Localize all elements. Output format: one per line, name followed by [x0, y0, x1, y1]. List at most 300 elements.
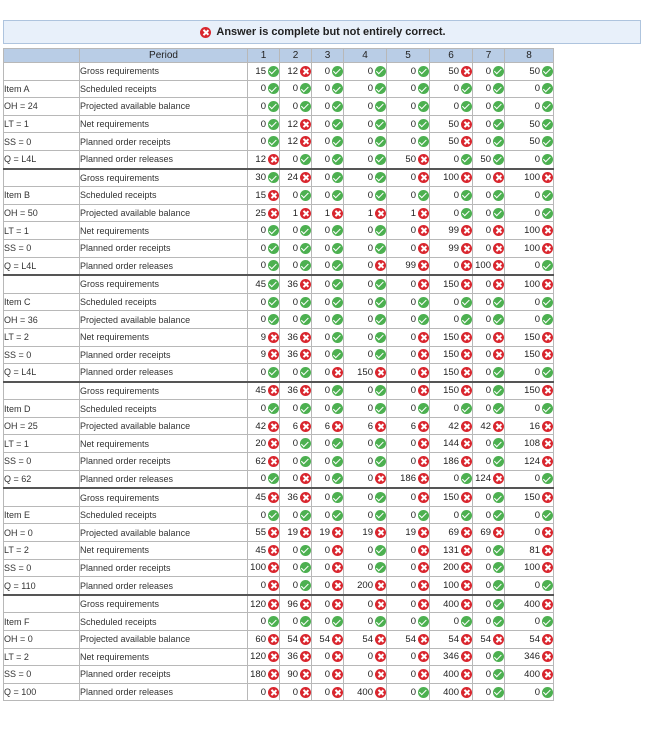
answer-value: 50	[448, 136, 459, 148]
answer-value: 0	[485, 668, 491, 680]
answer-cell	[505, 346, 554, 364]
answer-cell	[312, 400, 344, 418]
answer-cell	[387, 204, 430, 222]
answer-cell	[473, 63, 505, 81]
answer-value: 0	[453, 189, 459, 201]
answer-value: 100	[475, 260, 491, 272]
answer-value: 0	[324, 278, 330, 290]
x-circle-icon	[375, 580, 386, 591]
answer-value: 0	[324, 438, 330, 450]
x-circle-icon	[268, 208, 279, 219]
x-circle-icon	[300, 208, 311, 219]
answer-value: 54	[319, 633, 330, 645]
answer-cell	[387, 648, 430, 666]
answer-value: 120	[250, 598, 266, 610]
item-parameter: SS = 0	[4, 453, 80, 471]
answer-cell	[344, 80, 387, 98]
answer-cell	[505, 328, 554, 346]
answer-value: 0	[324, 366, 330, 378]
answer-value: 0	[367, 651, 373, 663]
answer-value: 0	[367, 225, 373, 237]
answer-value: 186	[443, 455, 459, 467]
answer-cell	[387, 666, 430, 684]
x-circle-icon	[418, 332, 429, 343]
x-circle-icon	[418, 421, 429, 432]
answer-value: 0	[453, 296, 459, 308]
checkmark-icon	[461, 403, 472, 414]
checkmark-icon	[268, 83, 279, 94]
answer-value: 0	[367, 278, 373, 290]
answer-value: 0	[367, 83, 373, 95]
answer-cell	[387, 257, 430, 275]
answer-cell	[248, 80, 280, 98]
answer-value: 150	[443, 331, 459, 343]
item-info-blank	[4, 275, 80, 293]
answer-value: 0	[260, 260, 266, 272]
answer-cell	[280, 63, 312, 81]
period-8-header: 8	[505, 49, 554, 63]
answer-cell	[280, 98, 312, 116]
answer-cell	[248, 328, 280, 346]
answer-value: 0	[367, 153, 373, 165]
answer-cell	[473, 417, 505, 435]
answer-cell	[312, 63, 344, 81]
checkmark-icon	[300, 562, 311, 573]
table-row	[4, 80, 554, 98]
period-6-header: 6	[430, 49, 473, 63]
answer-cell	[473, 542, 505, 560]
answer-cell	[312, 648, 344, 666]
table-row	[4, 293, 554, 311]
item-parameter: SS = 0	[4, 346, 80, 364]
answer-cell	[473, 187, 505, 205]
checkmark-icon	[461, 297, 472, 308]
x-circle-icon	[300, 669, 311, 680]
answer-value: 36	[287, 331, 298, 343]
answer-cell	[280, 613, 312, 631]
answer-cell	[344, 470, 387, 488]
answer-cell	[280, 222, 312, 240]
checkmark-icon	[332, 456, 343, 467]
answer-cell	[248, 613, 280, 631]
row-label: Projected available balance	[80, 524, 248, 542]
answer-value: 0	[534, 403, 540, 415]
answer-cell	[473, 169, 505, 187]
answer-value: 0	[410, 403, 416, 415]
answer-cell	[387, 275, 430, 293]
answer-cell	[248, 683, 280, 701]
checkmark-icon	[268, 616, 279, 627]
checkmark-icon	[375, 456, 386, 467]
x-circle-icon	[542, 243, 553, 254]
table-row	[4, 506, 554, 524]
answer-value: 54	[405, 633, 416, 645]
row-label: Planned order releases	[80, 364, 248, 382]
answer-value: 0	[485, 598, 491, 610]
mrp-table-body	[4, 63, 554, 701]
table-row	[4, 257, 554, 275]
answer-value: 0	[453, 616, 459, 628]
answer-cell	[505, 275, 554, 293]
answer-cell	[387, 417, 430, 435]
answer-cell	[344, 169, 387, 187]
answer-cell	[430, 382, 473, 400]
answer-cell	[473, 683, 505, 701]
checkmark-icon	[375, 297, 386, 308]
answer-cell	[505, 98, 554, 116]
answer-value: 0	[324, 580, 330, 591]
answer-cell	[312, 150, 344, 168]
answer-cell	[387, 63, 430, 81]
checkmark-icon	[268, 225, 279, 236]
item-parameter: Item F	[4, 613, 80, 631]
answer-value: 0	[410, 296, 416, 308]
answer-value: 0	[367, 616, 373, 628]
x-circle-icon	[332, 599, 343, 610]
checkmark-icon	[332, 243, 343, 254]
answer-value: 0	[324, 260, 330, 272]
answer-value: 0	[485, 100, 491, 112]
answer-cell	[473, 80, 505, 98]
checkmark-icon	[375, 562, 386, 573]
answer-cell	[430, 328, 473, 346]
answer-cell	[505, 488, 554, 506]
x-circle-icon	[332, 651, 343, 662]
answer-value: 0	[324, 544, 330, 556]
answer-cell	[280, 666, 312, 684]
checkmark-icon	[493, 492, 504, 503]
answer-value: 0	[367, 544, 373, 556]
row-label: Planned order receipts	[80, 666, 248, 684]
answer-value: 20	[255, 438, 266, 450]
answer-value: 0	[534, 509, 540, 521]
answer-cell	[473, 453, 505, 471]
checkmark-icon	[542, 580, 553, 591]
x-circle-icon	[542, 225, 553, 236]
answer-cell	[280, 506, 312, 524]
answer-cell	[387, 400, 430, 418]
answer-value: 0	[485, 403, 491, 415]
checkmark-icon	[493, 562, 504, 573]
answer-value: 100	[524, 562, 540, 574]
answer-value: 150	[443, 366, 459, 378]
row-label: Scheduled receipts	[80, 613, 248, 631]
x-circle-icon	[332, 367, 343, 378]
answer-value: 50	[448, 65, 459, 77]
checkmark-icon	[268, 403, 279, 414]
answer-value: 0	[292, 189, 298, 201]
answer-cell	[473, 470, 505, 488]
answer-cell	[430, 506, 473, 524]
checkmark-icon	[375, 243, 386, 254]
checkmark-icon	[375, 332, 386, 343]
checkmark-icon	[375, 349, 386, 360]
row-label: Projected available balance	[80, 311, 248, 329]
answer-value: 54	[362, 633, 373, 645]
answer-value: 0	[324, 668, 330, 680]
answer-value: 0	[367, 403, 373, 415]
checkmark-icon	[300, 297, 311, 308]
row-label: Net requirements	[80, 648, 248, 666]
table-row	[4, 542, 554, 560]
checkmark-icon	[461, 208, 472, 219]
checkmark-icon	[332, 66, 343, 77]
table-row	[4, 311, 554, 329]
answer-cell	[280, 239, 312, 257]
answer-cell	[248, 417, 280, 435]
answer-cell	[344, 666, 387, 684]
answer-cell	[505, 524, 554, 542]
answer-value: 0	[453, 153, 459, 165]
checkmark-icon	[542, 66, 553, 77]
answer-cell	[430, 595, 473, 613]
x-circle-icon	[268, 687, 279, 698]
checkmark-icon	[375, 545, 386, 556]
answer-cell	[430, 222, 473, 240]
answer-value: 0	[410, 562, 416, 574]
x-circle-icon	[461, 687, 472, 698]
answer-value: 0	[324, 314, 330, 326]
row-label: Gross requirements	[80, 63, 248, 81]
checkmark-icon	[268, 473, 279, 484]
x-circle-icon	[461, 456, 472, 467]
checkmark-icon	[461, 616, 472, 627]
answer-cell	[280, 683, 312, 701]
x-circle-icon	[418, 172, 429, 183]
x-circle-icon	[332, 634, 343, 645]
answer-value: 24	[287, 172, 298, 184]
answer-value: 0	[367, 189, 373, 201]
answer-value: 0	[410, 492, 416, 504]
answer-cell	[344, 364, 387, 382]
answer-cell	[280, 257, 312, 275]
answer-cell	[344, 506, 387, 524]
answer-value: 0	[534, 260, 540, 272]
answer-value: 0	[367, 118, 373, 130]
answer-cell	[312, 559, 344, 577]
checkmark-icon	[268, 66, 279, 77]
answer-value: 0	[367, 438, 373, 450]
item-parameter: LT = 1	[4, 115, 80, 133]
answer-value: 54	[287, 633, 298, 645]
answer-cell	[312, 382, 344, 400]
answer-value: 1	[410, 207, 416, 219]
x-circle-icon	[493, 473, 504, 484]
checkmark-icon	[493, 510, 504, 521]
x-circle-icon	[542, 527, 553, 538]
answer-value: 0	[453, 403, 459, 415]
checkmark-icon	[300, 243, 311, 254]
answer-cell	[505, 150, 554, 168]
table-row	[4, 382, 554, 400]
x-circle-icon	[268, 421, 279, 432]
answer-cell	[473, 595, 505, 613]
answer-cell	[387, 559, 430, 577]
checkmark-icon	[461, 314, 472, 325]
table-row	[4, 400, 554, 418]
answer-value: 6	[324, 420, 330, 432]
answer-value: 0	[534, 686, 540, 698]
answer-cell	[505, 435, 554, 453]
x-circle-icon	[493, 225, 504, 236]
answer-value: 0	[367, 136, 373, 148]
table-row	[4, 613, 554, 631]
answer-cell	[387, 239, 430, 257]
x-circle-icon	[461, 349, 472, 360]
x-circle-icon	[332, 562, 343, 573]
answer-value: 15	[255, 189, 266, 201]
answer-value: 54	[529, 633, 540, 645]
answer-cell	[387, 311, 430, 329]
answer-cell	[387, 222, 430, 240]
answer-cell	[248, 257, 280, 275]
answer-cell	[344, 453, 387, 471]
checkmark-icon	[332, 438, 343, 449]
answer-value: 50	[529, 136, 540, 148]
answer-cell	[430, 631, 473, 649]
checkmark-icon	[332, 492, 343, 503]
row-label: Planned order releases	[80, 150, 248, 168]
item-info-blank	[4, 63, 80, 81]
checkmark-icon	[375, 492, 386, 503]
table-row	[4, 417, 554, 435]
row-label: Planned order releases	[80, 470, 248, 488]
answer-cell	[248, 542, 280, 560]
table-row	[4, 435, 554, 453]
answer-value: 0	[324, 598, 330, 610]
answer-cell	[312, 98, 344, 116]
answer-cell	[280, 346, 312, 364]
answer-value: 50	[405, 153, 416, 165]
checkmark-icon	[332, 403, 343, 414]
answer-value: 0	[534, 616, 540, 628]
item-parameter: Q = 100	[4, 683, 80, 701]
answer-cell	[312, 542, 344, 560]
answer-cell	[344, 98, 387, 116]
x-circle-icon	[300, 492, 311, 503]
answer-value: 0	[485, 118, 491, 130]
answer-cell	[430, 435, 473, 453]
item-parameter: Item B	[4, 187, 80, 205]
answer-cell	[280, 150, 312, 168]
row-label: Gross requirements	[80, 595, 248, 613]
answer-value: 0	[324, 651, 330, 663]
answer-value: 0	[324, 65, 330, 77]
table-row	[4, 631, 554, 649]
row-label: Projected available balance	[80, 98, 248, 116]
answer-cell	[312, 506, 344, 524]
item-parameter: OH = 36	[4, 311, 80, 329]
answer-cell	[430, 133, 473, 151]
answer-value: 99	[448, 225, 459, 237]
answer-value: 0	[485, 189, 491, 201]
x-circle-icon	[375, 208, 386, 219]
answer-value: 0	[485, 438, 491, 450]
answer-value: 0	[292, 438, 298, 450]
x-circle-icon	[268, 332, 279, 343]
answer-cell	[312, 470, 344, 488]
answer-cell	[344, 257, 387, 275]
x-circle-icon	[268, 190, 279, 201]
x-circle-icon	[375, 669, 386, 680]
answer-value: 0	[260, 616, 266, 628]
row-label: Net requirements	[80, 115, 248, 133]
answer-value: 0	[324, 492, 330, 504]
checkmark-icon	[493, 545, 504, 556]
answer-value: 144	[443, 438, 459, 450]
answer-cell	[430, 187, 473, 205]
x-circle-icon	[418, 279, 429, 290]
answer-cell	[473, 577, 505, 595]
answer-cell	[505, 666, 554, 684]
checkmark-icon	[268, 297, 279, 308]
checkmark-icon	[375, 172, 386, 183]
answer-value: 0	[292, 366, 298, 378]
answer-cell	[387, 187, 430, 205]
checkmark-icon	[332, 314, 343, 325]
answer-cell	[505, 613, 554, 631]
answer-cell	[248, 470, 280, 488]
answer-value: 0	[534, 366, 540, 378]
answer-cell	[473, 257, 505, 275]
x-circle-icon	[300, 172, 311, 183]
checkmark-icon	[375, 101, 386, 112]
answer-cell	[387, 524, 430, 542]
checkmark-icon	[300, 580, 311, 591]
answer-cell	[280, 133, 312, 151]
checkmark-icon	[332, 154, 343, 165]
answer-value: 69	[448, 527, 459, 539]
answer-cell	[387, 435, 430, 453]
answer-value: 0	[534, 580, 540, 591]
answer-value: 0	[367, 455, 373, 467]
answer-cell	[312, 346, 344, 364]
answer-value: 0	[367, 260, 373, 272]
answer-value: 0	[292, 580, 298, 591]
answer-value: 0	[324, 100, 330, 112]
checkmark-icon	[461, 154, 472, 165]
answer-value: 400	[443, 598, 459, 610]
answer-cell	[280, 382, 312, 400]
answer-cell	[312, 169, 344, 187]
answer-value: 0	[453, 314, 459, 326]
answer-cell	[430, 257, 473, 275]
answer-value: 400	[443, 668, 459, 680]
answer-cell	[430, 577, 473, 595]
x-circle-icon	[461, 385, 472, 396]
answer-cell	[248, 648, 280, 666]
item-parameter: SS = 0	[4, 559, 80, 577]
item-parameter: Q = 110	[4, 577, 80, 595]
checkmark-icon	[268, 172, 279, 183]
checkmark-icon	[375, 225, 386, 236]
answer-value: 0	[324, 686, 330, 698]
answer-cell	[505, 631, 554, 649]
checkmark-icon	[375, 154, 386, 165]
answer-value: 19	[362, 527, 373, 539]
x-circle-icon	[542, 385, 553, 396]
x-circle-icon	[332, 527, 343, 538]
x-circle-icon	[418, 545, 429, 556]
x-circle-icon	[268, 154, 279, 165]
answer-cell	[312, 631, 344, 649]
answer-value: 6	[367, 420, 373, 432]
row-label: Gross requirements	[80, 488, 248, 506]
x-circle-icon	[268, 385, 279, 396]
checkmark-icon	[300, 616, 311, 627]
x-circle-icon	[268, 349, 279, 360]
checkmark-icon	[493, 385, 504, 396]
